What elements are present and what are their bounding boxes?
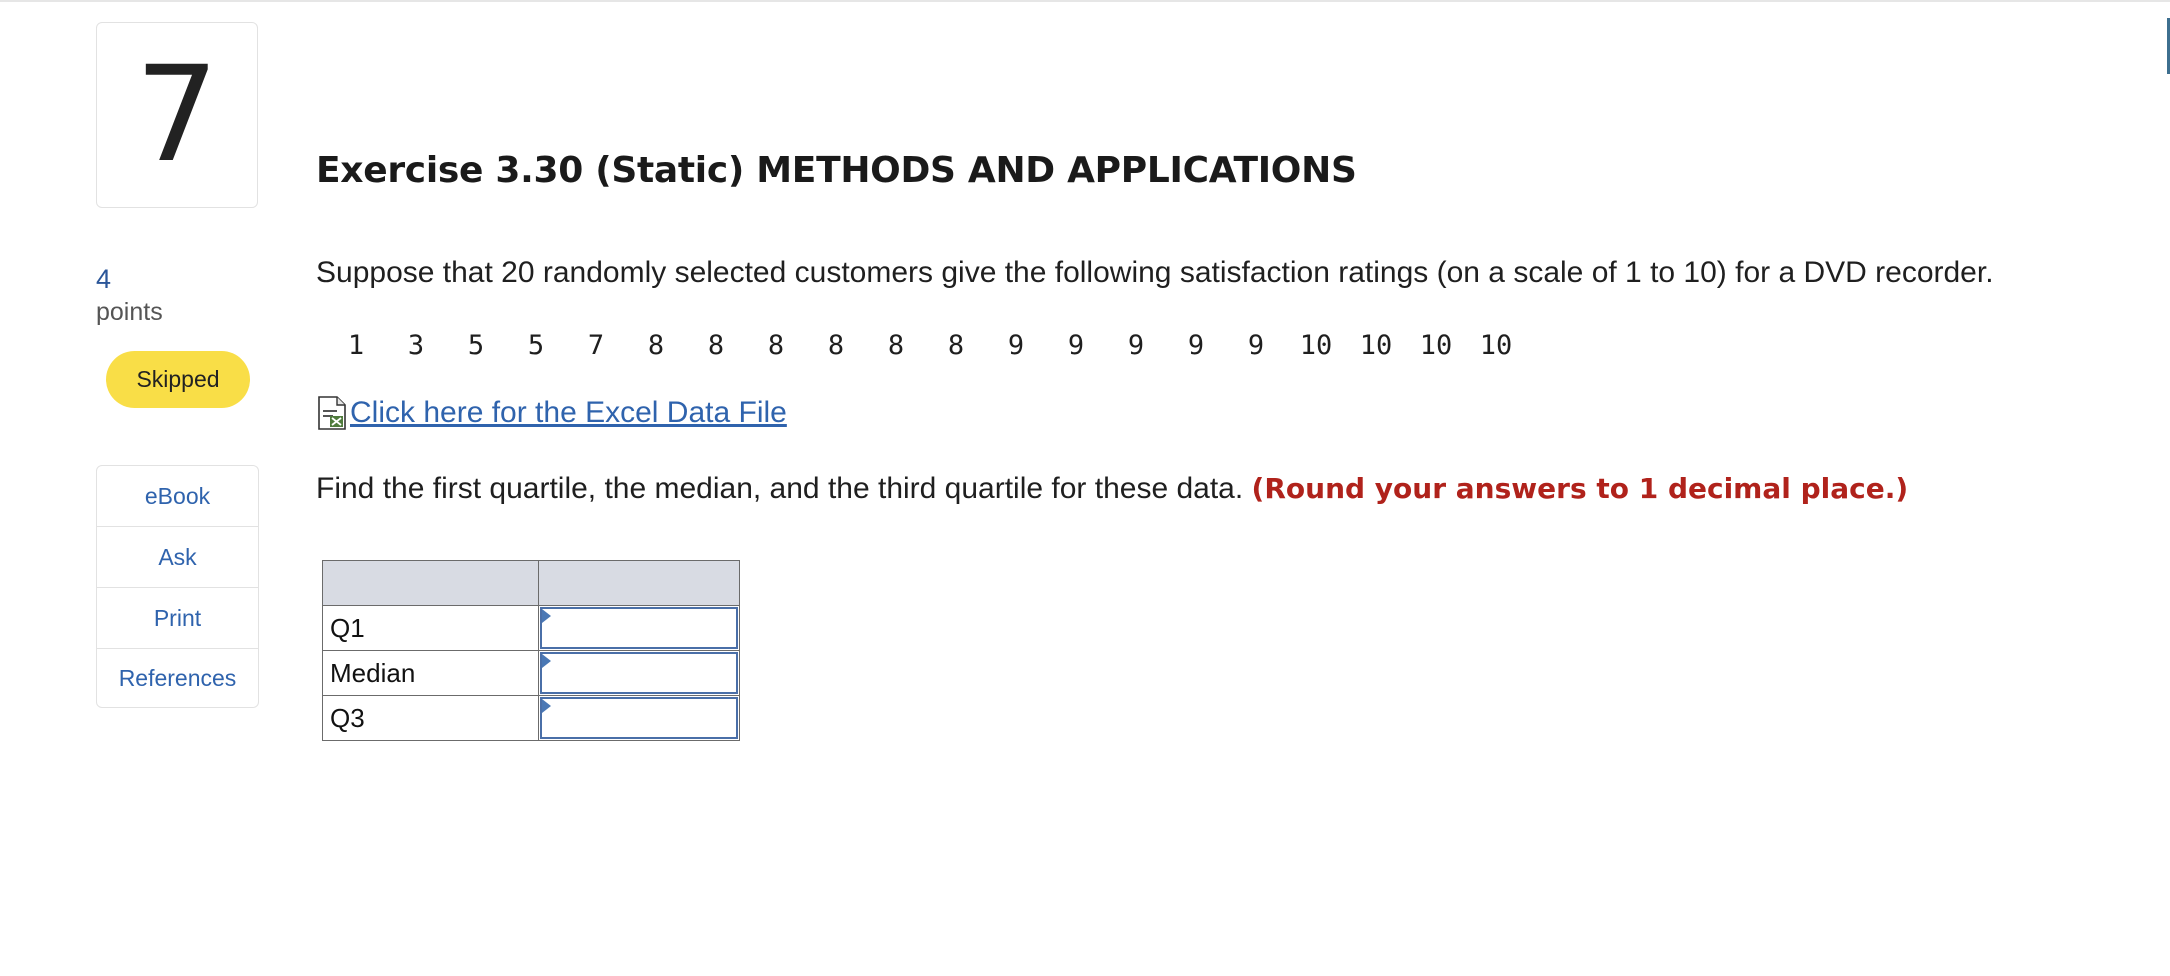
input-marker-icon: [542, 609, 551, 623]
excel-data-link[interactable]: [316, 396, 787, 430]
header-cell: [323, 561, 539, 606]
median-input-cell: [539, 651, 740, 696]
top-divider: [0, 0, 2170, 2]
rating-value: 10: [1299, 330, 1333, 361]
exercise-title: Exercise 3.30 (Static) METHODS AND APPLICATIONS: [316, 150, 1357, 191]
excel-file-icon: [316, 396, 348, 430]
q1-answer-input[interactable]: [540, 607, 738, 649]
rating-value: 10: [1359, 330, 1393, 361]
q3-answer-input[interactable]: [540, 697, 738, 739]
excel-link-text[interactable]: Click here for the Excel Data File: [350, 396, 787, 429]
rating-value: 7: [587, 330, 605, 361]
q3-input-cell: [539, 696, 740, 741]
question-intro: Suppose that 20 randomly selected customers give the following satisfaction ratings (on a scale of 1 to 10) for a DVD recorder.: [316, 256, 1994, 289]
input-marker-icon: [542, 654, 551, 668]
q1-input-cell: [539, 606, 740, 651]
points-value: 4: [96, 264, 112, 294]
rating-value: 8: [707, 330, 725, 361]
status-badge: Skipped: [106, 351, 250, 408]
median-answer-input[interactable]: [540, 652, 738, 694]
rating-value: 3: [407, 330, 425, 361]
table-row: [323, 696, 740, 741]
rating-value: 10: [1419, 330, 1453, 361]
table-row: [323, 606, 740, 651]
rating-value: 9: [1067, 330, 1085, 361]
input-marker-icon: [542, 699, 551, 713]
print-link[interactable]: Print: [97, 588, 258, 649]
table-row: [323, 651, 740, 696]
rating-value: 8: [887, 330, 905, 361]
rating-value: 8: [647, 330, 665, 361]
rating-value: 8: [947, 330, 965, 361]
instruction-text: [316, 472, 1908, 506]
header-cell: [539, 561, 740, 606]
q1-label: Q1: [323, 606, 539, 651]
resource-menu: [96, 465, 259, 708]
rating-value: 8: [767, 330, 785, 361]
table-header-row: [323, 561, 740, 606]
question-number: 7: [96, 22, 258, 208]
points-label: points: [96, 298, 163, 326]
rating-value: 9: [1247, 330, 1265, 361]
rating-value: 5: [527, 330, 545, 361]
rating-value: 1: [347, 330, 365, 361]
instruction-main: Find the first quartile, the median, and the third quartile for these data.: [316, 472, 1244, 505]
rating-value: 8: [827, 330, 845, 361]
median-label: Median: [323, 651, 539, 696]
rounding-note: (Round your answers to 1 decimal place.): [1251, 472, 1909, 505]
rating-value: 9: [1007, 330, 1025, 361]
ebook-link[interactable]: eBook: [97, 466, 258, 527]
q3-label: Q3: [323, 696, 539, 741]
rating-value: 9: [1187, 330, 1205, 361]
references-link[interactable]: References: [118, 664, 237, 691]
ask-link[interactable]: Ask: [97, 527, 258, 588]
rating-value: 9: [1127, 330, 1145, 361]
answer-table: [322, 560, 740, 741]
ratings-data: [326, 330, 1526, 361]
rating-value: 10: [1479, 330, 1513, 361]
rating-value: 5: [467, 330, 485, 361]
